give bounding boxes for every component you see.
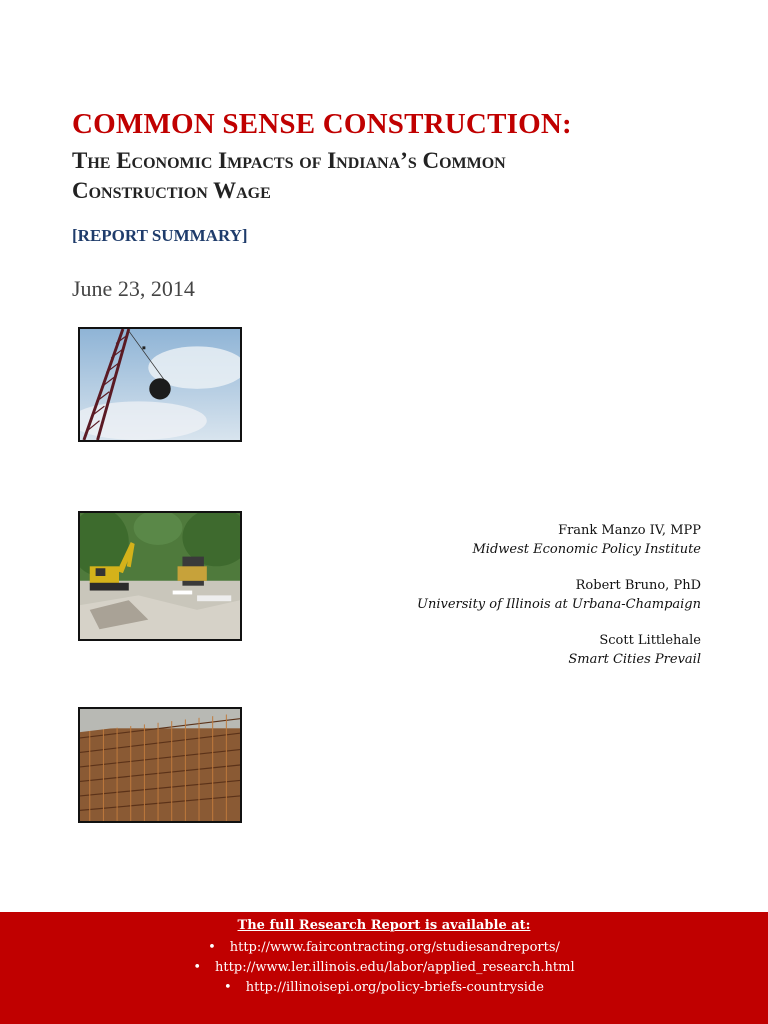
report-title: COMMON SENSE CONSTRUCTION: (72, 108, 572, 140)
author-name: Robert Bruno, PhD (575, 578, 701, 593)
report-link[interactable]: http://illinoisepi.org/policy-briefs-countryside (245, 980, 544, 995)
report-date: June 23, 2014 (72, 276, 195, 301)
author-affiliation: Smart Cities Prevail (568, 652, 701, 667)
author-affiliation: University of Illinois at Urbana-Champaign (417, 597, 701, 612)
report-link[interactable]: http://www.ler.illinois.edu/labor/applied_research.html (215, 960, 575, 975)
author-block (417, 631, 701, 669)
list-item (0, 958, 768, 978)
author-name: Frank Manzo IV, MPP (558, 523, 701, 538)
report-link-list (0, 938, 768, 998)
list-item (0, 978, 768, 998)
report-subtitle: The Economic Impacts of Indiana’s Common Construction Wage (72, 148, 506, 203)
bullet-icon: • (193, 960, 202, 975)
excavator-site-photo (78, 511, 242, 641)
report-summary-tag: [REPORT SUMMARY] (72, 226, 248, 245)
author-block (417, 576, 701, 614)
footer-banner (0, 912, 768, 1024)
list-item (0, 938, 768, 958)
author-list (417, 521, 701, 686)
bullet-icon: • (224, 980, 232, 995)
author-name: Scott Littlehale (599, 633, 701, 648)
author-block (417, 521, 701, 559)
crane-wrecking-ball-photo (78, 327, 242, 442)
bullet-icon: • (208, 940, 216, 955)
footer-heading: The full Research Report is available at: (237, 918, 531, 933)
scaffolding-photo (78, 707, 242, 823)
author-affiliation: Midwest Economic Policy Institute (472, 542, 701, 557)
report-link[interactable]: http://www.faircontracting.org/studiesandreports/ (229, 940, 560, 955)
